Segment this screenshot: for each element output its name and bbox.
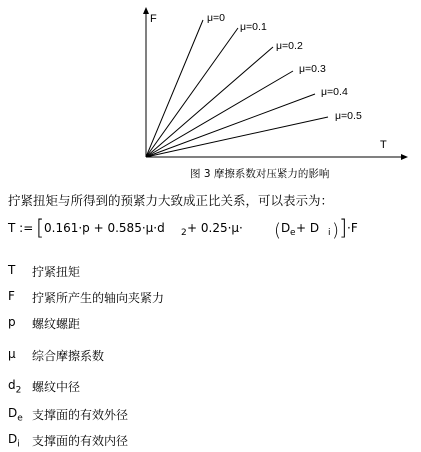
definition-symbol: μ [8, 347, 16, 361]
formula-right-paren: ) [332, 220, 340, 241]
definition-symbol: p [8, 315, 16, 329]
formula-tail: ·F [347, 221, 358, 235]
curve-label: μ=0 [207, 12, 226, 24]
curve-label: μ=0.2 [276, 40, 303, 52]
x-axis-arrow [401, 154, 408, 160]
formula-sub-2: 2 [181, 228, 187, 238]
curve-label: μ=0.4 [321, 86, 348, 98]
force-torque-figure [140, 2, 421, 170]
formula-sub-e: e [290, 228, 296, 238]
y-axis-label: F [150, 13, 157, 25]
formula-sub-i: i [328, 228, 331, 238]
x-axis-label: T [380, 139, 387, 151]
definition-text: 螺纹中径 [32, 380, 81, 394]
formula-left-paren: ( [274, 220, 282, 241]
definition-symbol: $D_e$ [8, 406, 23, 424]
intro-paragraph: 拧紧扭矩与所得到的预紧力大致成正比关系，可以表示为： [8, 193, 334, 208]
definition-symbol: F [8, 289, 15, 303]
figure-caption: 图 3 摩擦系数对压紧力的影响 [190, 168, 330, 180]
curve-label: μ=0.5 [335, 110, 362, 122]
definition-text: 螺纹螺距 [32, 317, 81, 331]
definition-text: 支撑面的有效内径 [32, 434, 129, 448]
definition-symbol: T [8, 263, 16, 277]
definition-text: 支撑面的有效外径 [32, 408, 129, 422]
formula-De: D [281, 221, 291, 235]
curve-mu-0.2 [146, 47, 273, 157]
torque-formula [8, 216, 418, 244]
formula-right-bracket: ] [339, 216, 348, 240]
formula-plus-Di: + D [296, 221, 320, 235]
y-axis-arrow [143, 7, 149, 14]
formula-term-a: 0.161·p + 0.585·μ·d [44, 221, 165, 235]
formula-left-bracket: [ [36, 216, 45, 240]
formula-term-b: + 0.25·μ· [187, 221, 243, 235]
definition-text: 拧紧所产生的轴向夹紧力 [32, 291, 165, 305]
curve-label: μ=0.1 [240, 21, 267, 33]
definition-symbol: $d_2$ [8, 378, 22, 396]
definition-text: 综合摩擦系数 [32, 349, 105, 363]
formula-lhs: T := [8, 221, 34, 235]
definition-text: 拧紧扭矩 [32, 265, 81, 279]
curve-mu-0.3 [146, 71, 293, 157]
definition-symbol: $D_i$ [8, 432, 20, 450]
figure-plot [140, 2, 421, 170]
curve-label: μ=0.3 [299, 63, 326, 75]
